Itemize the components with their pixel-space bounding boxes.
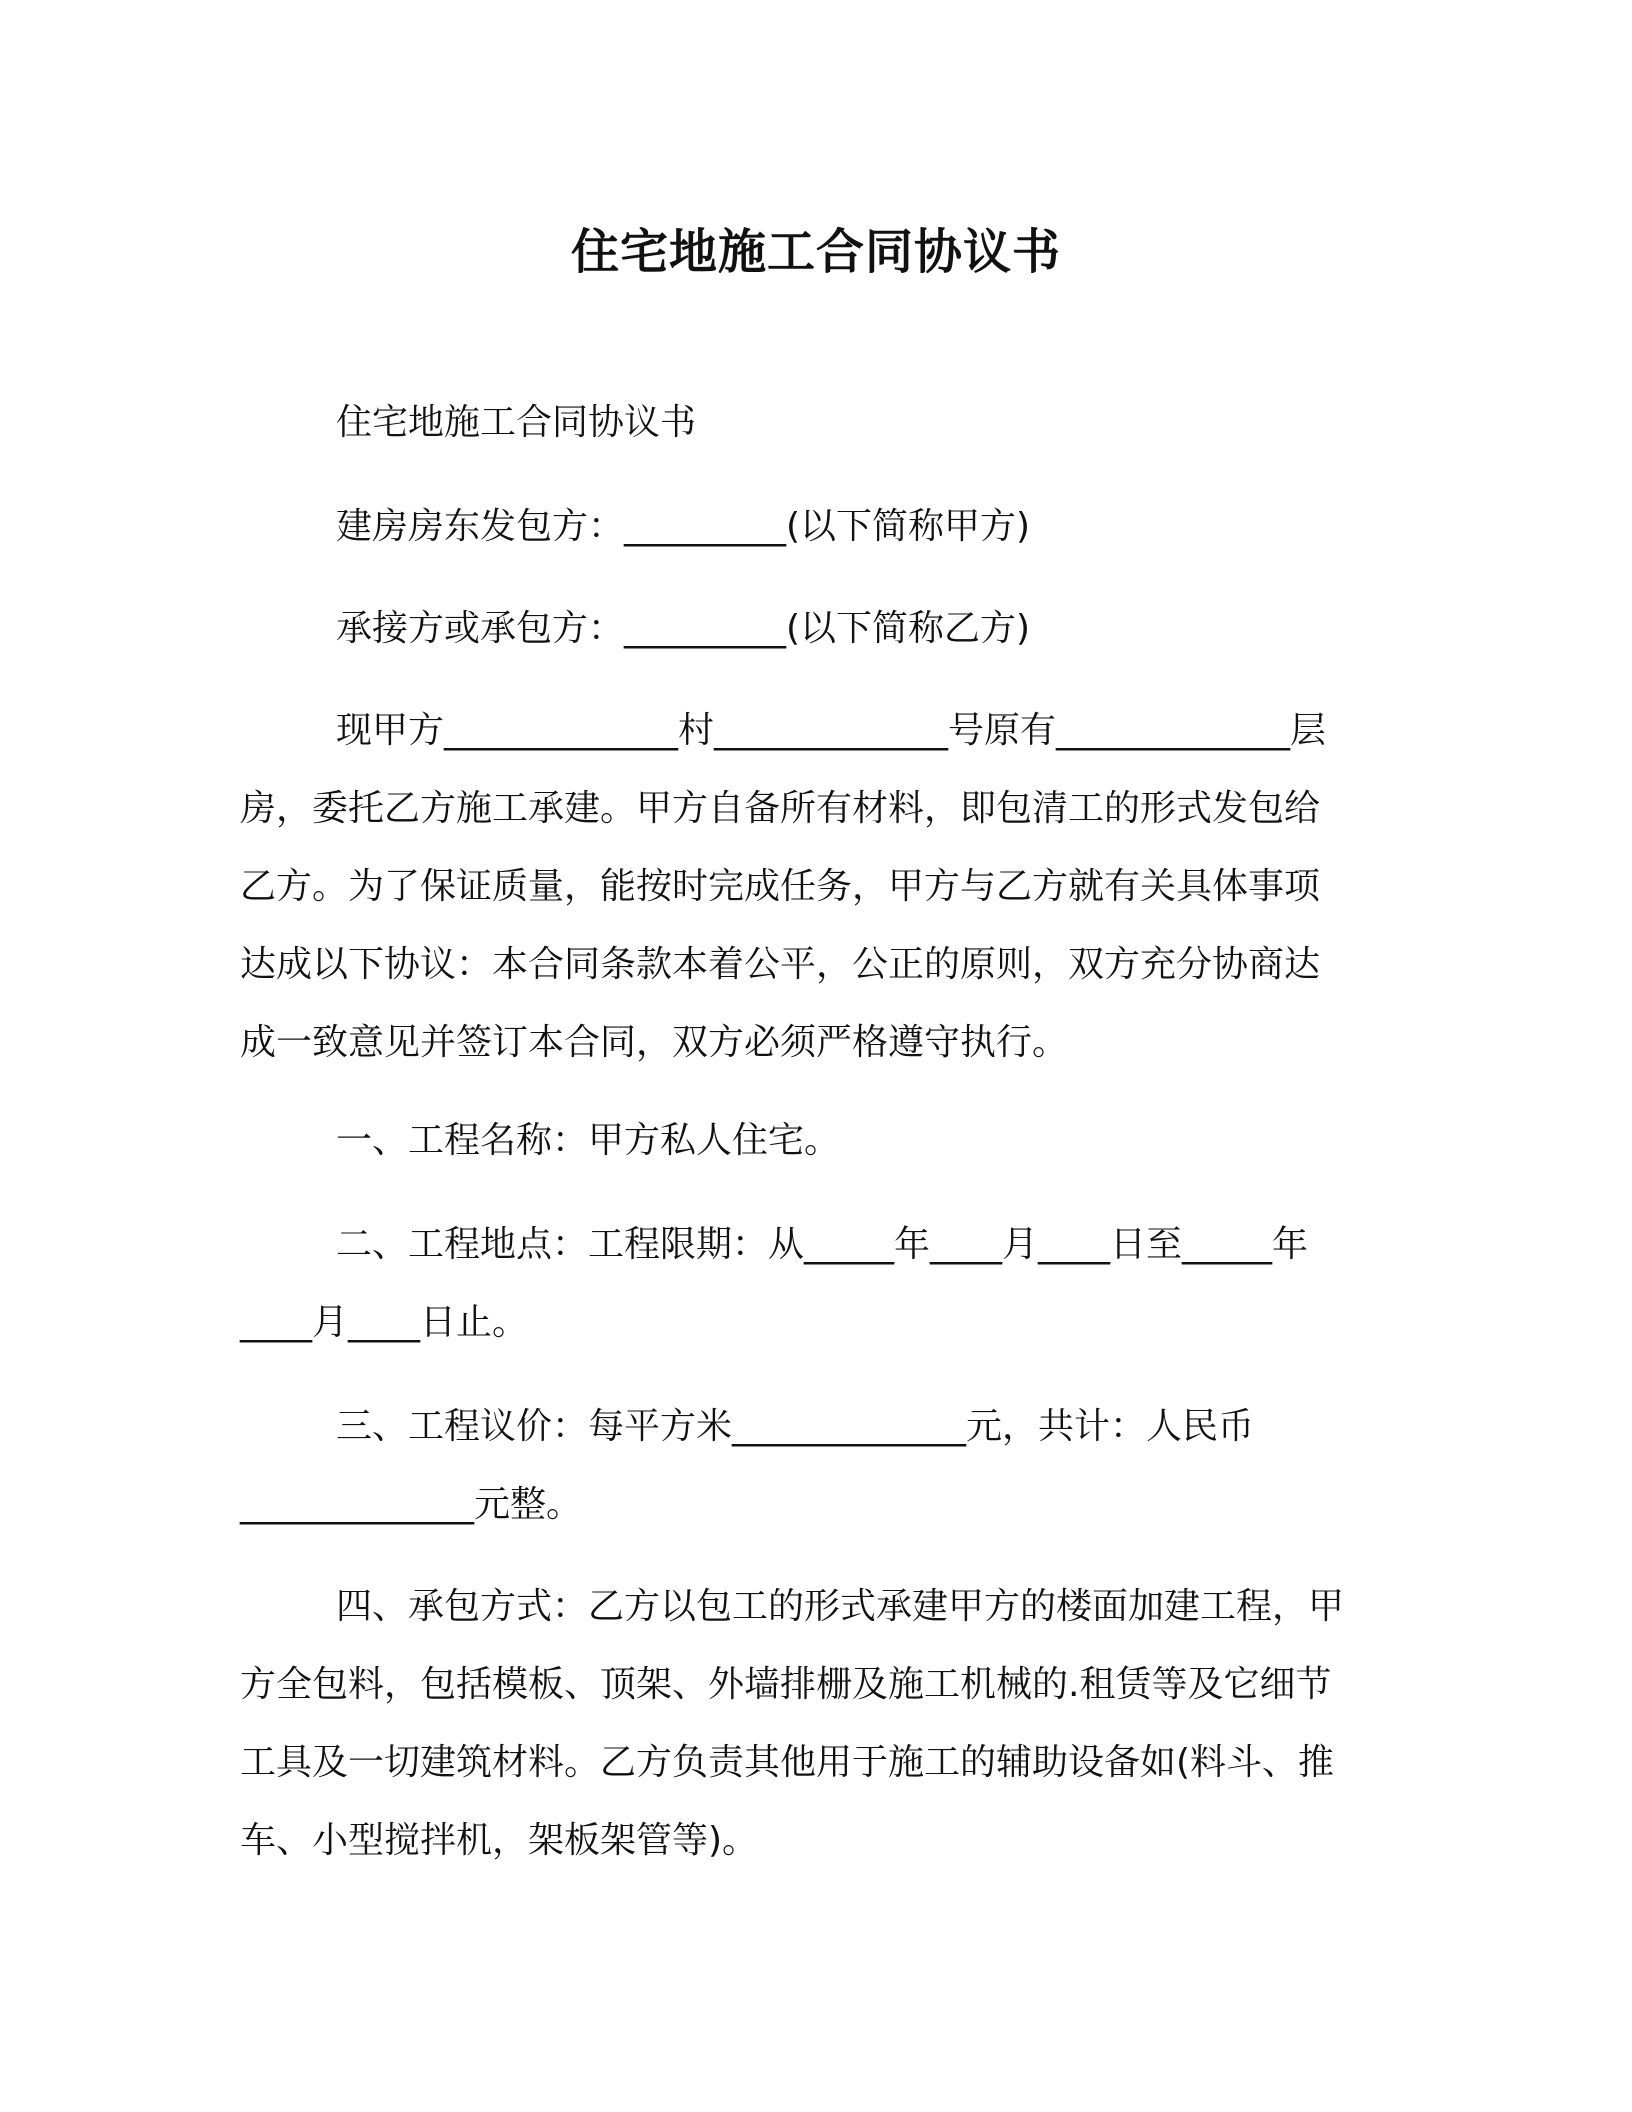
item-2-line: 二、工程地点：工程限期：从_____年____月____日至_____年 (336, 1224, 1309, 1265)
item-3-line: 三、工程议价：每平方米_____________元，共计：人民币 (336, 1406, 1255, 1447)
document-title: 住宅地施工合同协议书 (570, 224, 1061, 280)
party-b-section (240, 590, 1380, 668)
intro-paragraph (240, 692, 1380, 1082)
item-4-section (240, 1568, 1380, 1880)
intro-line: 现甲方_____________村_____________号原有_____________层 (336, 710, 1327, 751)
party-a-section (240, 488, 1380, 566)
item-1-section (240, 1102, 1380, 1180)
item-4-line: 车、小型搅拌机，架板架管等)。 (240, 1820, 759, 1861)
item-3-line: _____________元整。 (240, 1484, 583, 1525)
party-b-line: 承接方或承包方：_________(以下简称乙方) (336, 608, 1031, 649)
item-4-line: 四、承包方式：乙方以包工的形式承建甲方的楼面加建工程，甲 (336, 1586, 1345, 1627)
item-2-section (240, 1206, 1380, 1362)
subtitle-line: 住宅地施工合同协议书 (336, 402, 697, 443)
item-1-line: 一、工程名称：甲方私人住宅。 (336, 1120, 841, 1161)
intro-line: 成一致意见并签订本合同，双方必须严格遵守执行。 (240, 1022, 1069, 1063)
party-a-line: 建房房东发包方：_________(以下简称甲方) (336, 506, 1031, 547)
document-body (240, 384, 1380, 462)
item-4-line: 方全包料，包括模板、顶架、外墙排栅及施工机械的.租赁等及它细节 (240, 1664, 1332, 1705)
intro-line: 达成以下协议：本合同条款本着公平，公正的原则，双方充分协商达 (240, 944, 1321, 985)
intro-line: 房，委托乙方施工承建。甲方自备所有材料，即包清工的形式发包给 (240, 788, 1321, 829)
intro-line: 乙方。为了保证质量，能按时完成任务，甲方与乙方就有关具体事项 (240, 866, 1321, 907)
item-4-line: 工具及一切建筑材料。乙方负责其他用于施工的辅助设备如(料斗、推 (240, 1742, 1335, 1783)
item-2-line: ____月____日止。 (240, 1302, 529, 1343)
item-3-section (240, 1388, 1380, 1544)
